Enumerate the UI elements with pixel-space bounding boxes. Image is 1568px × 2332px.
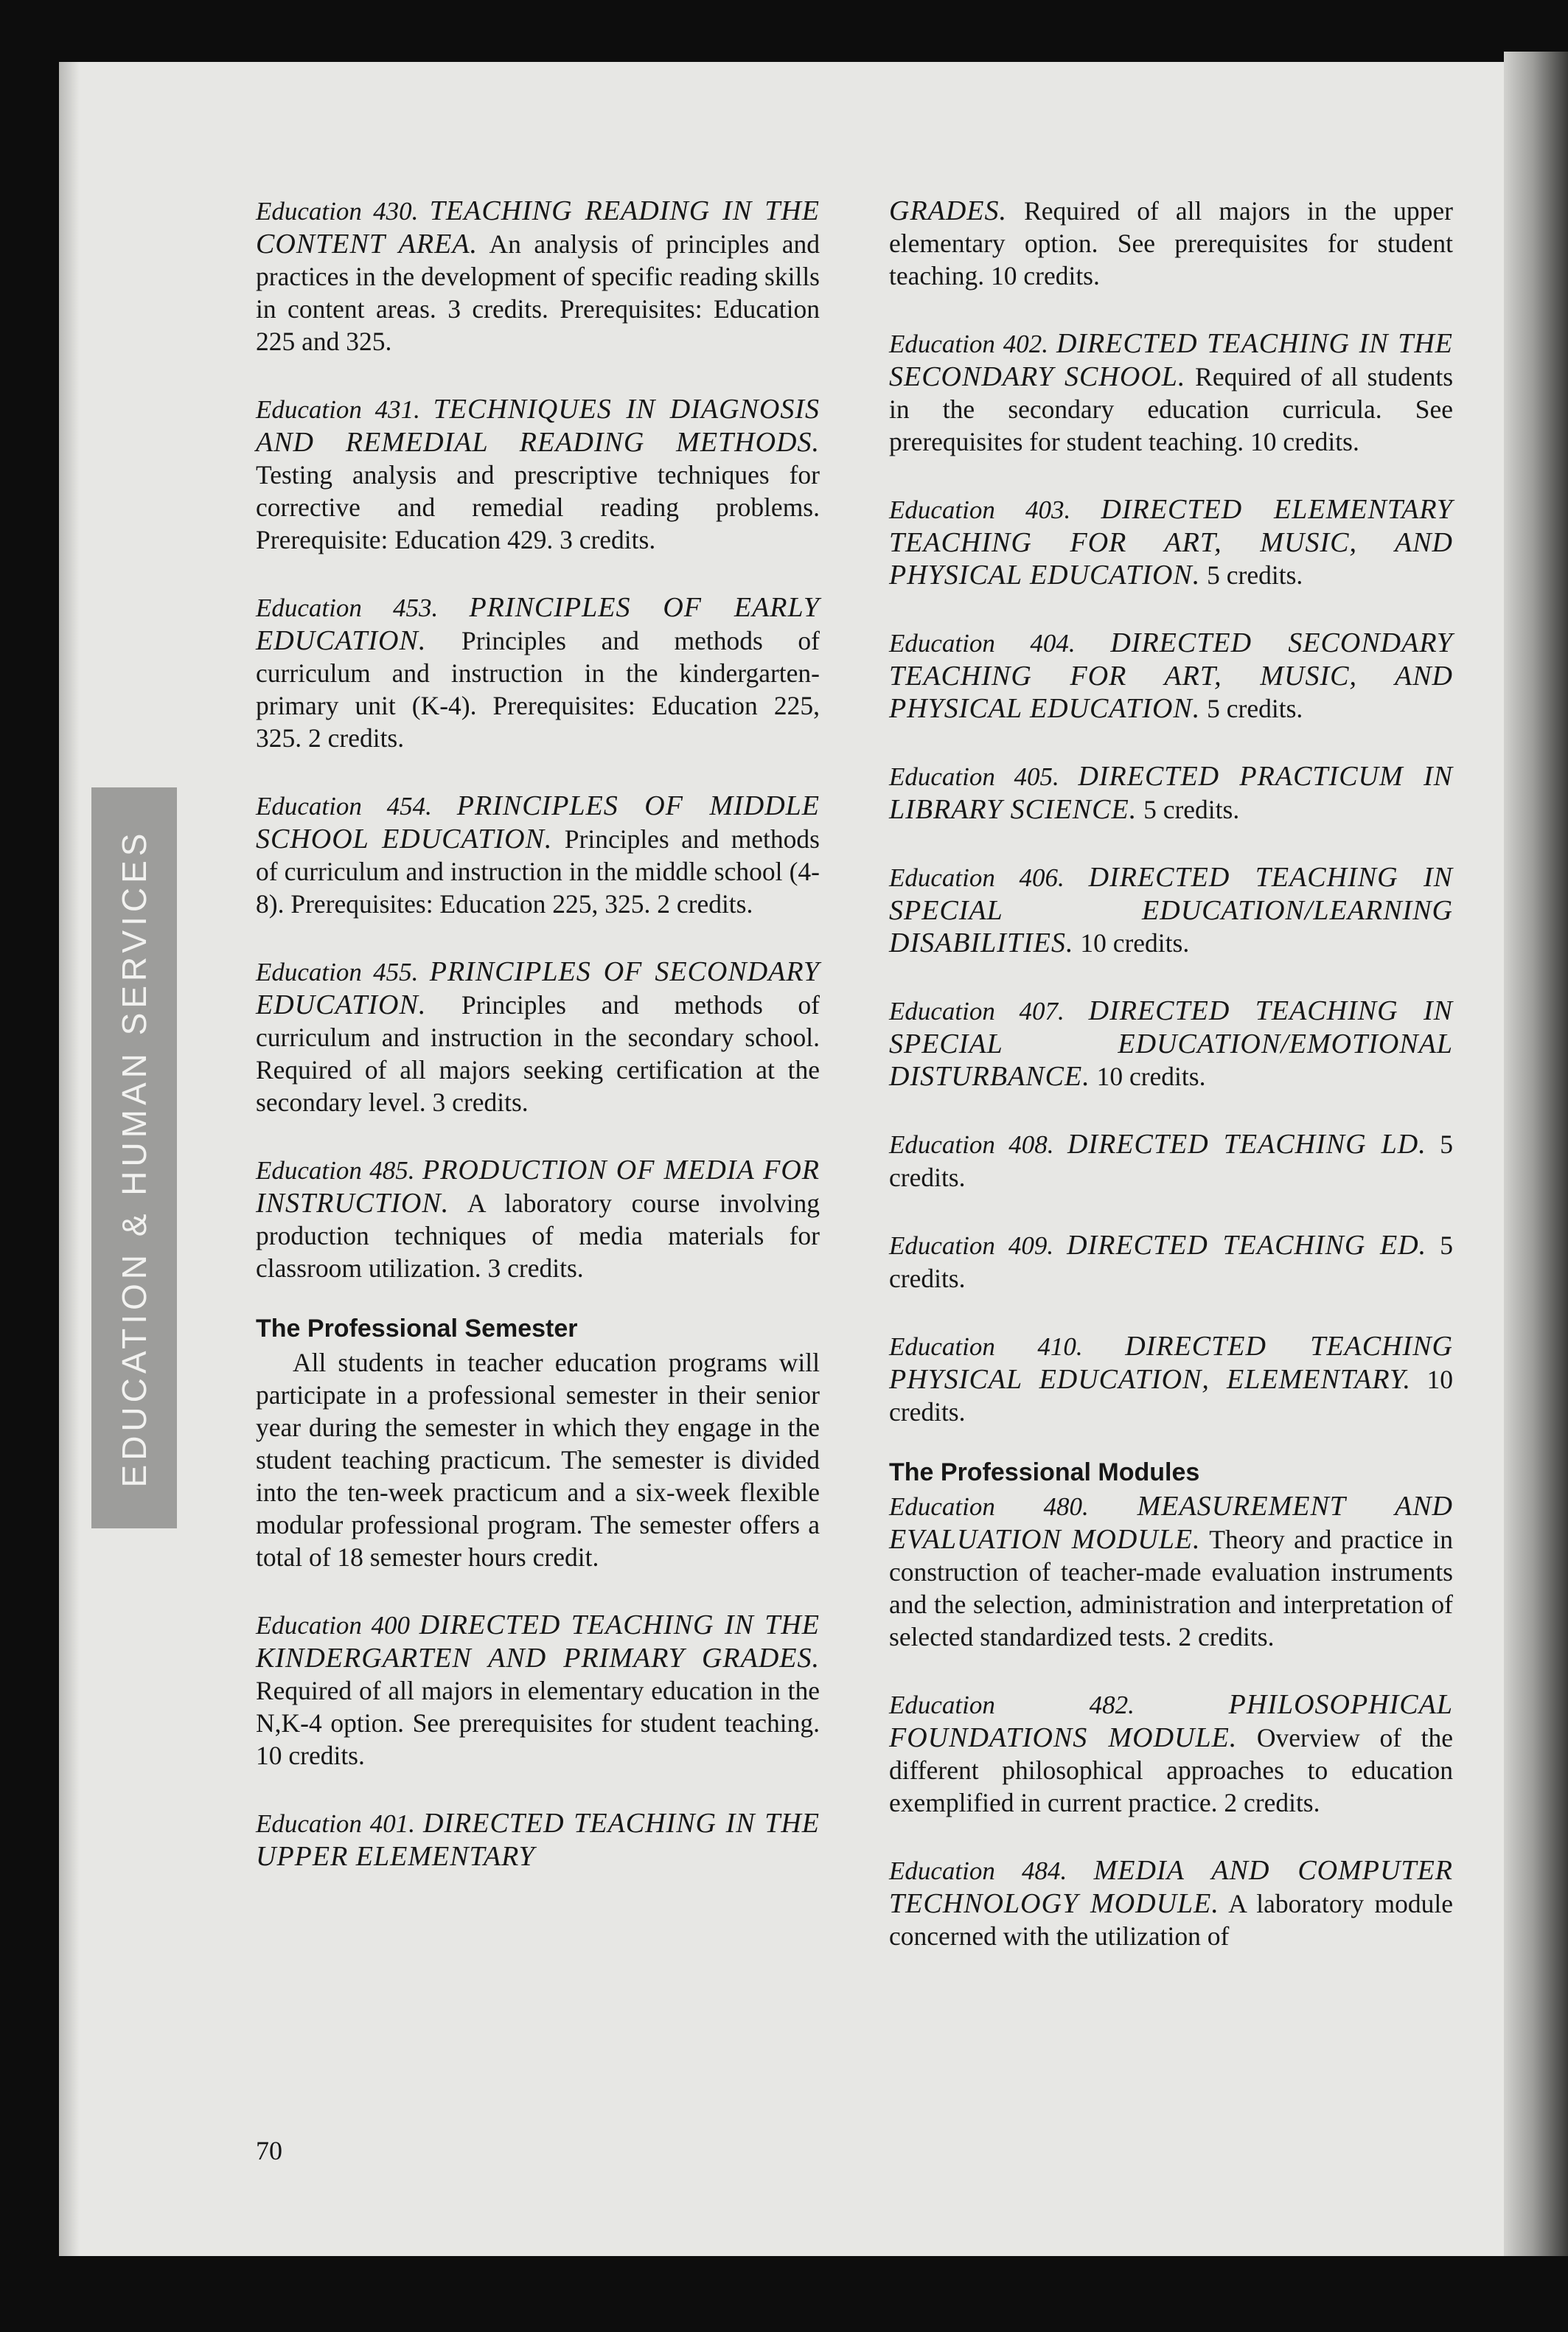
course-entry-continuation bbox=[889, 195, 1453, 292]
course-description: Testing analysis and prescriptive techniques for corrective and remedial reading problems. Prerequisite: Education 429. 3 credits. bbox=[256, 460, 820, 554]
course-code: Education 485. bbox=[256, 1156, 415, 1185]
course-code: Education 403. bbox=[889, 495, 1071, 524]
course-entry bbox=[889, 760, 1453, 826]
course-entry bbox=[256, 790, 820, 920]
course-title: PRODUCTION OF MEDIA FOR INSTRUCTION. bbox=[256, 1155, 820, 1219]
course-description: Required of all students in the secondary education curricula. See prerequisites for student teaching. 10 credits. bbox=[889, 362, 1454, 456]
course-title: PHILOSOPHICAL FOUNDATIONS MODULE. bbox=[889, 1689, 1453, 1753]
course-code: Education 455. bbox=[256, 958, 419, 986]
course-description: 5 credits. bbox=[1207, 560, 1303, 590]
course-title: DIRECTED SECONDARY TEACHING FOR ART, MUSIC, AND PHYSICAL EDUCATION. bbox=[889, 627, 1453, 724]
course-title: DIRECTED TEACHING PHYSICAL EDUCATION, ELEMENTARY. bbox=[889, 1331, 1453, 1395]
side-tab-label: EDUCATION & HUMAN SERVICES bbox=[115, 829, 153, 1487]
course-entry bbox=[889, 1128, 1453, 1194]
course-title: PRINCIPLES OF SECONDARY EDUCATION. bbox=[256, 956, 820, 1020]
section-heading-professional-semester: The Professional Semester bbox=[256, 1315, 578, 1343]
course-code: Education 406. bbox=[889, 863, 1065, 892]
professional-semester-paragraph: All students in teacher education programs will participate in a professional semester in their senior year during the semester in which they engage in the student teaching practicum. The semester is divided into the ten-week practicum and a six-week flexible modular professional program. The semester offers a total of 18 semester hours credit. bbox=[256, 1348, 820, 1572]
course-title: PRINCIPLES OF EARLY EDUCATION. bbox=[256, 592, 820, 656]
course-description: An analysis of principles and practices in the development of specific reading skills in content areas. 3 credits. Prerequisites: Education 225 and 325. bbox=[256, 229, 820, 356]
course-title: TECHNIQUES IN DIAGNOSIS AND REMEDIAL READING METHODS. bbox=[256, 394, 820, 458]
course-description: A laboratory module concerned with the utilization of bbox=[889, 1889, 1453, 1951]
page-gutter-shadow bbox=[59, 62, 80, 2256]
course-code: Education 431. bbox=[256, 395, 420, 424]
course-title: MEDIA AND COMPUTER TECHNOLOGY MODULE. bbox=[889, 1855, 1453, 1919]
course-description: 5 credits. bbox=[1143, 795, 1240, 824]
course-entry bbox=[889, 327, 1453, 458]
course-code: Education 409. bbox=[889, 1231, 1054, 1260]
course-entry bbox=[256, 956, 820, 1118]
course-code: Education 454. bbox=[256, 792, 432, 821]
course-code: Education 404. bbox=[889, 629, 1076, 658]
course-title: DIRECTED TEACHING IN THE KINDERGARTEN AND PRIMARY GRADES. bbox=[256, 1609, 820, 1674]
course-code: Education 401. bbox=[256, 1809, 415, 1838]
left-course-list-b bbox=[256, 1609, 820, 1873]
course-title: TEACHING READING IN THE CONTENT AREA. bbox=[256, 195, 820, 260]
course-title: DIRECTED TEACHING IN SPECIAL EDUCATION/EMOTIONAL DISTURBANCE. bbox=[889, 995, 1453, 1092]
section-heading-professional-modules: The Professional Modules bbox=[889, 1458, 1200, 1486]
page-number: 70 bbox=[256, 2136, 282, 2165]
course-title: DIRECTED TEACHING LD. bbox=[1067, 1129, 1426, 1160]
course-description: Principles and methods of curriculum and instruction in the middle school (4-8). Prerequisites: Education 225, 325. 2 credits. bbox=[256, 824, 820, 919]
course-code: Education 402. bbox=[889, 330, 1048, 358]
course-description: 10 credits. bbox=[889, 1365, 1454, 1427]
page-edge bbox=[1504, 52, 1568, 2256]
section-side-tab bbox=[91, 787, 177, 1528]
course-description: Required of all majors in elementary education in the N,K-4 option. See prerequisites for student teaching. 10 credits. bbox=[256, 1676, 820, 1770]
course-entry bbox=[256, 1807, 820, 1873]
course-description: 5 credits. bbox=[889, 1130, 1453, 1192]
course-description: Required of all majors in the upper elementary option. See prerequisites for student teaching. 10 credits. bbox=[889, 196, 1453, 290]
course-entry bbox=[256, 393, 820, 556]
course-code: Education 407. bbox=[889, 997, 1065, 1026]
course-description: Principles and methods of curriculum and instruction in the secondary school. Required of all majors seeking certification at the secondary level. 3 credits. bbox=[256, 990, 820, 1117]
left-column bbox=[256, 195, 820, 1908]
course-title: DIRECTED TEACHING IN THE SECONDARY SCHOOL. bbox=[889, 328, 1453, 392]
right-course-list-a bbox=[889, 327, 1453, 1428]
course-entry bbox=[889, 493, 1453, 591]
course-code: Education 453. bbox=[256, 594, 439, 622]
left-course-list-a bbox=[256, 195, 820, 1284]
course-code: Education 405. bbox=[889, 762, 1059, 791]
course-description: Overview of the different philosophical approaches to education exemplified in current practice. 2 credits. bbox=[889, 1723, 1453, 1817]
course-title: PRINCIPLES OF MIDDLE SCHOOL EDUCATION. bbox=[256, 790, 820, 855]
course-code: Education 480. bbox=[889, 1492, 1089, 1521]
course-code: Education 408. bbox=[889, 1130, 1054, 1159]
course-entry bbox=[889, 1490, 1453, 1653]
course-description: 5 credits. bbox=[1207, 694, 1303, 723]
course-entry bbox=[256, 591, 820, 754]
course-entry bbox=[889, 861, 1453, 959]
course-entry bbox=[256, 1609, 820, 1772]
course-title: DIRECTED TEACHING IN THE UPPER ELEMENTARY bbox=[256, 1808, 820, 1872]
course-description: 10 credits. bbox=[1096, 1062, 1206, 1091]
course-description: 5 credits. bbox=[889, 1231, 1453, 1293]
right-course-list-b bbox=[889, 1490, 1453, 1952]
course-code: Education 410. bbox=[889, 1332, 1083, 1361]
course-description: Principles and methods of curriculum and instruction in the kindergarten-primary unit (K-4). Prerequisites: Education 225, 325. 2 credits. bbox=[256, 626, 820, 753]
course-entry bbox=[889, 1330, 1453, 1428]
course-code: Education 400 bbox=[256, 1611, 410, 1640]
course-code: Education 484. bbox=[889, 1856, 1067, 1885]
course-entry bbox=[256, 195, 820, 358]
course-title: GRADES. bbox=[889, 195, 1008, 226]
course-description: Theory and practice in construction of teacher-made evaluation instruments and the selection, administration and interpretation of selected standardized tests. 2 credits. bbox=[889, 1525, 1453, 1651]
course-code: Education 430. bbox=[256, 197, 419, 226]
right-column bbox=[889, 195, 1453, 1988]
course-entry bbox=[889, 627, 1453, 725]
course-title: DIRECTED TEACHING IN SPECIAL EDUCATION/LEARNING DISABILITIES. bbox=[889, 862, 1453, 958]
course-title: DIRECTED TEACHING ED. bbox=[1067, 1230, 1427, 1261]
course-title: MEASUREMENT AND EVALUATION MODULE. bbox=[889, 1491, 1454, 1555]
course-description: A laboratory course involving production techniques of media materials for classroom utilization. 3 credits. bbox=[256, 1188, 820, 1283]
course-title: DIRECTED PRACTICUM IN LIBRARY SCIENCE. bbox=[889, 761, 1453, 825]
course-entry bbox=[889, 1854, 1453, 1952]
course-entry bbox=[889, 1229, 1453, 1295]
course-title: DIRECTED ELEMENTARY TEACHING FOR ART, MUSIC, AND PHYSICAL EDUCATION. bbox=[889, 494, 1454, 591]
course-entry bbox=[256, 1154, 820, 1284]
course-entry bbox=[889, 995, 1453, 1093]
course-code: Education 482. bbox=[889, 1691, 1135, 1719]
course-description: 10 credits. bbox=[1080, 928, 1190, 958]
course-entry bbox=[889, 1688, 1453, 1819]
